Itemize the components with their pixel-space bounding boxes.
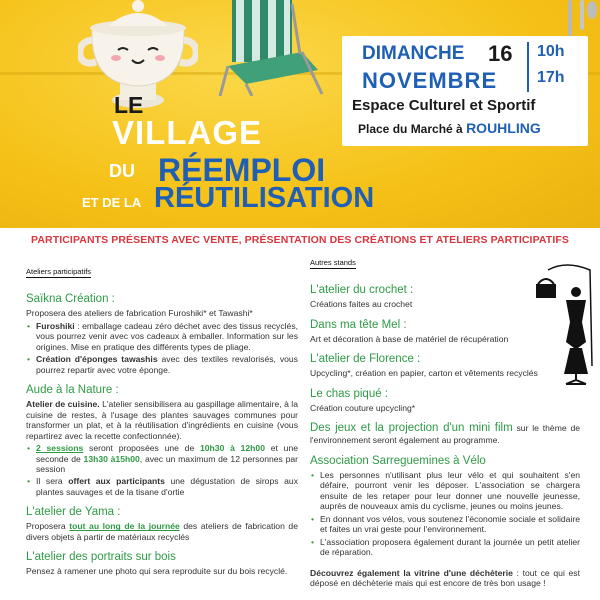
- participants-banner: PARTICIPANTS PRÉSENTS AVEC VENTE, PRÉSENTATION DES CRÉATIONS ET ATELIERS PARTICIPATIFS: [31, 234, 569, 246]
- time-end: 17h: [537, 69, 565, 86]
- discover-paragraph: [310, 568, 580, 589]
- tawashi-label: Création d'éponges tawashis: [36, 354, 158, 365]
- title-et-de-la: ET DE LA: [82, 195, 142, 210]
- chas-title: Le chas piqué :: [310, 387, 389, 400]
- florence-title: L'atelier de Florence :: [310, 353, 421, 366]
- saikna-title: Saïkna Création :: [26, 293, 115, 306]
- jeux-title: Des jeux et la projection d'un mini film: [310, 422, 513, 435]
- yama-text-1: Proposera: [26, 521, 70, 532]
- portraits-title: L'atelier des portraits sur bois: [26, 551, 176, 564]
- yama-description: [26, 521, 298, 542]
- session-2-time: 13h30 à15h00: [83, 453, 140, 464]
- list-item: • Les personnes n'utilisant plus leur vélo et qui souhaitent s'en défaire, pourront venir les déposer. L'association se chargera ensuite de les retaper pour leur donner une nouvelle jeunesse, auprès de nouveaux amis du cyclisme, jeunes ou moins jeunes.: [318, 470, 580, 512]
- list-item: • L'association proposera également durant la journée un petit atelier de réparation.: [318, 537, 580, 558]
- list-item: [34, 443, 298, 474]
- jeux-paragraph: [310, 421, 580, 446]
- yama-link[interactable]: tout au long de la journée: [69, 521, 180, 532]
- session-1-time: 10h30 à 12h00: [199, 443, 265, 454]
- list-item: [34, 321, 298, 352]
- sessions-text-1: seront proposées une de: [83, 443, 200, 454]
- portraits-description: Pensez à ramener une photo qui sera reproduite sur du bois recyclé.: [26, 566, 288, 577]
- furoshiki-label: Furoshiki: [36, 320, 75, 331]
- florence-text: Upcycling*, création en papier, carton et vêtements recyclés: [310, 368, 538, 379]
- section-tag-ateliers: Ateliers participatifs: [26, 267, 91, 278]
- crochet-title: L'atelier du crochet :: [310, 284, 414, 297]
- aude-list: [26, 443, 298, 497]
- deck-chair-illustration: [218, 0, 328, 96]
- date-divider: [527, 42, 529, 92]
- tawashi-text: avec des textiles revalorisés, vous pourrez repartir avec votre éponge.: [36, 354, 298, 375]
- sessions-text-3: , avec un maximum de 12 personnes par session: [36, 453, 299, 474]
- discover-bold: Découvrez également la vitrine d'une déchèterie: [310, 567, 513, 578]
- title-du: DU: [109, 161, 135, 181]
- offer-text-2: une dégustation de sirops aux plantes sauvages et de la tisane d'ortie: [36, 476, 298, 497]
- title-reutilisation: RÉUTILISATION: [154, 182, 375, 214]
- place-prefix: Place du Marché à: [358, 122, 463, 136]
- aude-lead: Atelier de cuisine.: [26, 399, 100, 410]
- furoshiki-text: : emballage cadeau zéro déchet avec des tissus recyclés, vous pourrez venir avec vos cadeaux à emballer. Information sur les origines. Mise en pratique des différents types de pliage.: [36, 320, 298, 352]
- place-city: ROUHLING: [466, 120, 541, 136]
- mel-title: Dans ma tête Mel :: [310, 318, 407, 331]
- aude-title: Aude à la Nature :: [26, 384, 119, 397]
- jeux-text: sur le thème de l'environnement seront également au programme.: [310, 423, 581, 446]
- aude-description: [26, 399, 298, 441]
- aude-text: L'atelier sensibilisera au gaspillage alimentaire, à la cuisine de restes, à l'usage des plantes sauvages communes pour transformer un plat, et à la réutilisation d'ingrédients en cuisine (vous repartirez avec la recette confectionnée).: [26, 399, 298, 441]
- mel-text: Art et décoration à base de matériel de récupération: [310, 333, 509, 344]
- dress-form-icon: [534, 262, 596, 387]
- list-item: [34, 476, 298, 497]
- utensils-illustration: [560, 0, 600, 40]
- sessions-text-2: et une seconde de: [36, 443, 299, 464]
- saikna-intro: Proposera des ateliers de fabrication Furoshiki* et Tawashi*: [26, 308, 253, 319]
- chas-text: Création couture upcycling*: [310, 402, 416, 413]
- list-item: [34, 354, 298, 375]
- yama-title: L'atelier de Yama :: [26, 506, 121, 519]
- saikna-list: [26, 321, 298, 375]
- time-start: 10h: [537, 43, 565, 60]
- title-le: LE: [114, 92, 144, 118]
- date-number: 16: [488, 41, 513, 66]
- title-reemploi: RÉEMPLOI: [158, 152, 326, 188]
- date-month: NOVEMBRE: [362, 68, 498, 93]
- date-day: DIMANCHE: [362, 43, 465, 64]
- list-item: • En donnant vos vélos, vous soutenez l'économie sociale et solidaire et faites un vrai geste pour l'environnement.: [318, 514, 580, 535]
- offer-highlight: offert aux participants: [68, 476, 165, 487]
- title-village: VILLAGE: [112, 114, 263, 151]
- velo-list: [310, 470, 580, 558]
- venue-place: [358, 120, 541, 136]
- crochet-text: Créations faites au crochet: [310, 299, 413, 310]
- venue-name: Espace Culturel et Sportif: [352, 97, 536, 114]
- left-column: [26, 266, 298, 579]
- sessions-link[interactable]: 2 sessions: [36, 443, 84, 454]
- section-tag-autres: Autres stands: [310, 258, 356, 269]
- yama-text-2: des ateliers de fabrication de divers objets à partir de matériaux recyclés: [26, 521, 298, 542]
- velo-title: Association Sarreguemines à Vélo: [310, 454, 486, 467]
- offer-text-1: Il sera: [36, 476, 69, 487]
- discover-text: : tout ce qui est déposé en déchèterie mais qui est encore de très bon usage !: [310, 567, 580, 589]
- hero-banner: [0, 0, 600, 228]
